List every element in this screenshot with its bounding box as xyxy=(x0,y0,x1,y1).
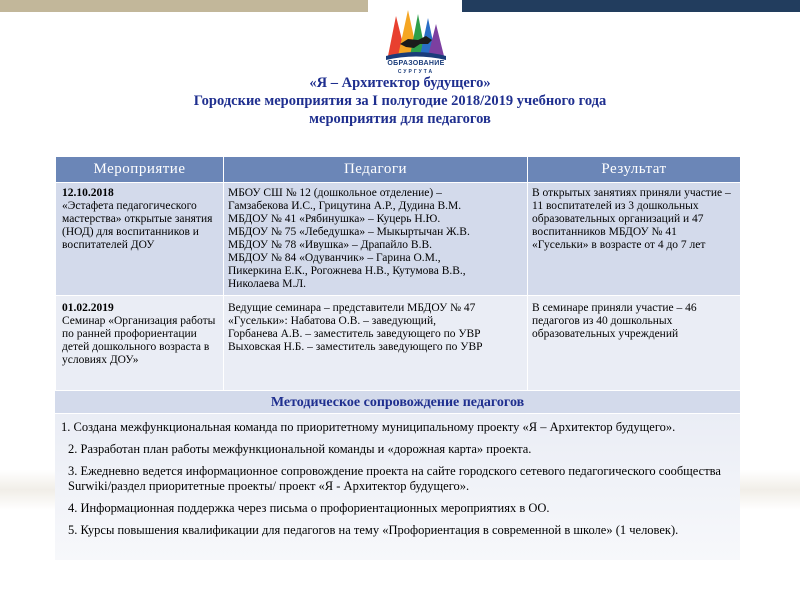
page-subtitle: Городские мероприятия за I полугодие 2018/2019 учебного года xyxy=(193,93,607,109)
teacher-line: Ведущие семинара – представители МБДОУ № 47 xyxy=(228,302,476,314)
table-row xyxy=(56,296,741,394)
teacher-line: Выховская Н.Б. – заместитель заведующего по УВР xyxy=(228,341,483,353)
teacher-line: Пикеркина Е.К., Рогожнева Н.В., Кутумова В.В., xyxy=(228,265,466,277)
method-support-heading: Методическое сопровождение педагогов xyxy=(55,390,740,413)
teacher-line: МБДОУ № 84 «Одуванчик» – Гарина О.М., xyxy=(228,252,441,264)
top-decor-bar-left xyxy=(0,0,368,12)
page-title: «Я – Архитектор будущего» xyxy=(309,75,491,91)
teacher-line: МБОУ СШ № 12 (дошкольное отделение) – xyxy=(228,187,442,199)
event-cell xyxy=(56,296,224,394)
column-header-teachers: Педагоги xyxy=(224,157,528,183)
teacher-line: МБДОУ № 75 «Лебедушка» – Мыкыртычан Ж.В. xyxy=(228,226,470,238)
column-header-result: Результат xyxy=(528,157,741,183)
event-date: 12.10.2018 xyxy=(62,187,114,199)
page-title-block xyxy=(0,74,800,128)
teachers-cell xyxy=(224,183,528,296)
teacher-line: Горбанева А.В. – заместитель заведующего по УВР xyxy=(228,328,481,340)
list-item: 4. Информационная поддержка через письма о профориентационных мероприятиях в ОО. xyxy=(68,501,550,515)
logo-line-1: ОБРАЗОВАНИЕ xyxy=(387,60,445,67)
teacher-line: МБДОУ № 41 «Рябинушка» – Куцерь Н.Ю. xyxy=(228,213,441,225)
events-table xyxy=(55,156,741,394)
top-decor-bar-right xyxy=(462,0,800,12)
table-row xyxy=(56,183,741,296)
table-header-row xyxy=(56,157,741,183)
result-cell: В семинаре приняли участие – 46 педагогов из 40 дошкольных образовательных учреждений xyxy=(528,296,741,394)
result-cell: В открытых занятиях приняли участие – 11 воспитателей из 3 дошкольных образовательных организаций и 47 воспитанников МБДОУ № 41 «Гусельки» в возрасте от 4 до 7 лет xyxy=(528,183,741,296)
teachers-cell xyxy=(224,296,528,394)
list-item: 2. Разработан план работы межфункциональной команды и «дорожная карта» проекта. xyxy=(68,442,532,456)
list-item: 1. Создана межфункциональная команда по приоритетному муниципальному проекту «Я – Архитектор будущего». xyxy=(61,420,676,434)
list-item: 3. Ежедневно ведется информационное сопровождение проекта на сайте городского сетевого педагогического сообщества Surwiki/раздел приоритетные проекты/ проект «Я - Архитектор будущего». xyxy=(68,464,721,493)
method-support-list xyxy=(55,413,740,560)
event-description: «Эстафета педагогического мастерства» открытые занятия (НОД) для воспитанников и воспитателей ДОУ xyxy=(62,200,213,251)
teacher-line: МБДОУ № 78 «Ивушка» – Драпайло В.В. xyxy=(228,239,433,251)
event-date: 01.02.2019 xyxy=(62,302,114,314)
event-description: Семинар «Организация работы по ранней профориентации детей дошкольного возраста в условиях ДОУ» xyxy=(62,315,216,366)
page-subtitle-2: мероприятия для педагогов xyxy=(309,111,491,127)
teacher-line: Гамзабекова И.С., Грицутина А.Р., Дудина В.М. xyxy=(228,200,462,212)
teacher-line: «Гусельки»: Набатова О.В. – заведующий, xyxy=(228,315,436,327)
column-header-event: Мероприятие xyxy=(56,157,224,183)
logo-line-2: СУРГУТА xyxy=(397,69,435,75)
list-item: 5. Курсы повышения квалификации для педагогов на тему «Профориентация в современной в школе» (1 человек). xyxy=(68,523,679,537)
teacher-line: Николаева М.Л. xyxy=(228,278,307,290)
event-cell xyxy=(56,183,224,296)
